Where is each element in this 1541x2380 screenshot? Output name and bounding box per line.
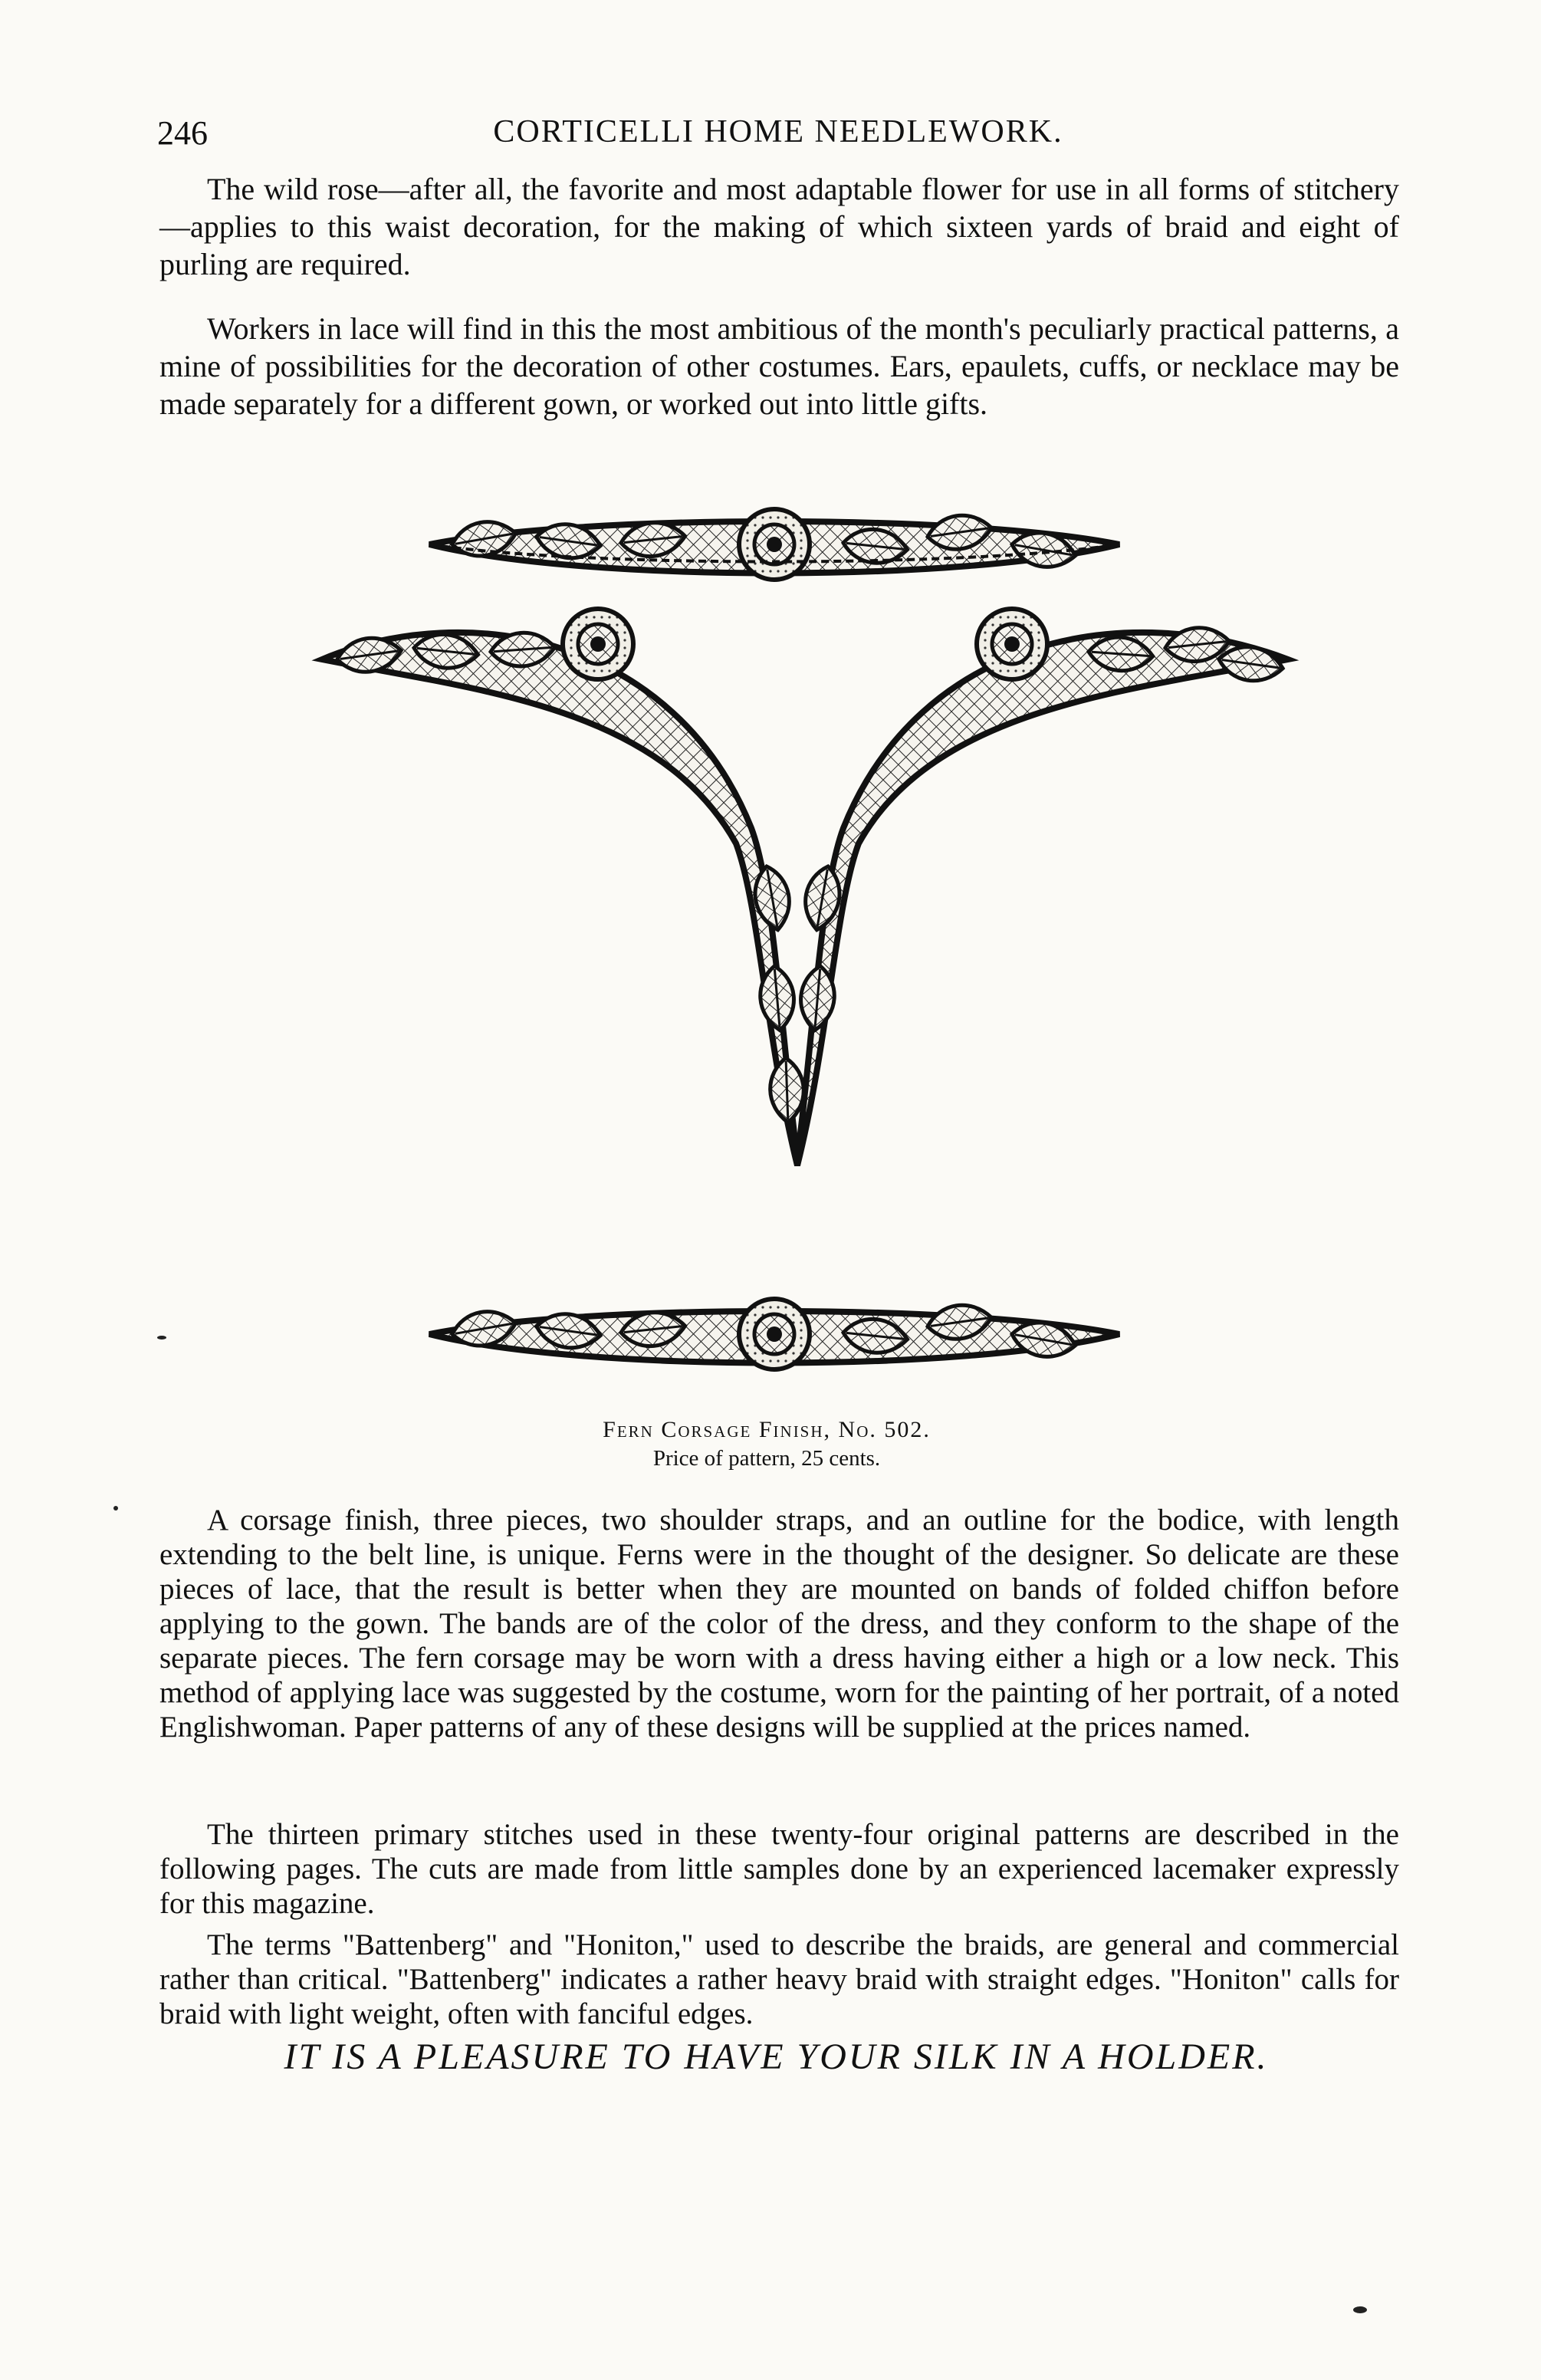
advertising-slogan: IT IS A PLEASURE TO HAVE YOUR SILK IN A HOLDER. [284, 2036, 1269, 2077]
paragraph-braid-terms: The terms "Battenberg" and "Honiton," used to describe the braids, are general and commercial rather than critical. "Battenberg" indicates a rather heavy braid with straight edges. "Honiton" calls for braid with light weight, often with fanciful edges. [159, 1928, 1399, 2030]
bottom-lace-band [429, 1299, 1119, 1369]
figure-caption-title: Fern Corsage Finish, No. 502. [603, 1417, 931, 1442]
paragraph-primary-stitches: The thirteen primary stitches used in these twenty-four original patterns are described in the following pages. The cuts are made from little samples done by an experienced lacemaker expressly for this magazine. [159, 1818, 1399, 1920]
scan-speck [1353, 2306, 1367, 2313]
figure-caption-price: Price of pattern, 25 cents. [652, 1446, 881, 1471]
paragraph-wild-rose: The wild rose—after all, the favorite and most adaptable flower for use in all forms of stitchery—applies to this waist decoration, for the making of which sixteen yards of braid and eight of purling are required. [159, 172, 1399, 281]
paragraph-corsage-finish: A corsage finish, three pieces, two shoulder straps, and an outline for the bodice, with length extending to the belt line, is unique. Ferns were in the thought of the designer. So delicate are these pieces of lace, that the result is better when they are mounted on bands of folded chiffon before applying to the gown. The bands are of the color of the dress, and they conform to the shape of the separate pieces. The fern corsage may be worn with a dress having either a high or a low neck. This method of applying lace was suggested by the costume, worn for the painting of her portrait, of a noted Englishwoman. Paper patterns of any of these designs will be supplied at the prices named. [159, 1504, 1399, 1744]
top-lace-band [429, 509, 1119, 580]
scan-speck [157, 1336, 166, 1340]
bodice-lace-outline [322, 609, 1288, 1165]
page-number: 246 [157, 114, 208, 152]
page-header [157, 113, 1399, 159]
running-head: CORTICELLI HOME NEEDLEWORK. [493, 114, 1063, 150]
fern-corsage-illustration [276, 506, 1349, 1403]
paragraph-lace-workers: Workers in lace will find in this the most ambitious of the month's peculiarly practical patterns, a mine of possibilities for the decoration of other costumes. Ears, epaulets, cuffs, or necklace may be made separately for a different gown, or worked out into little gifts. [159, 311, 1399, 421]
scan-speck [113, 1506, 118, 1511]
